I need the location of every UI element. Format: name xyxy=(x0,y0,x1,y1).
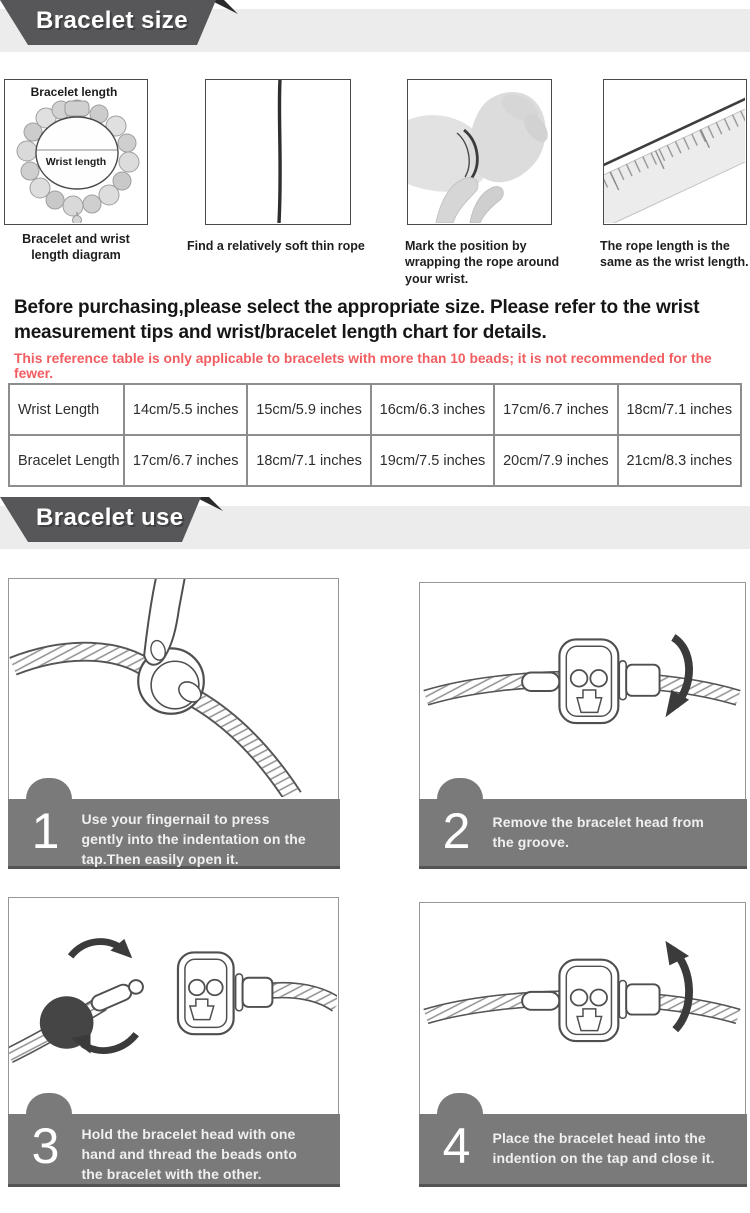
step-4-panel xyxy=(419,902,746,1186)
table-cell: 16cm/6.3 inches xyxy=(371,384,494,435)
label-wrist-length: Wrist length xyxy=(45,156,107,168)
step-number: 3 xyxy=(31,1117,60,1174)
step-text: Remove the bracelet head from the groove. xyxy=(492,813,704,850)
table-row-header: Bracelet Length xyxy=(9,435,124,486)
step-text: Use your fingernail to press gently into the indentation on the tap.Then easily open it. xyxy=(81,810,306,868)
table-cell: 17cm/6.7 inches xyxy=(494,384,617,435)
step2-remove-head-drawing xyxy=(420,583,744,797)
step-3-panel xyxy=(8,897,339,1186)
link-drawing xyxy=(522,672,559,690)
bracelet-illustration xyxy=(5,80,148,223)
figure-wrist-wrap xyxy=(407,79,552,225)
step-caption-bar xyxy=(419,799,747,869)
step3-thread-beads-drawing xyxy=(9,898,337,1112)
figure-rope xyxy=(205,79,351,225)
section-header-bracelet-use xyxy=(0,497,750,552)
table-row xyxy=(9,435,741,486)
label-bracelet-length: Bracelet length xyxy=(30,85,118,99)
step-text: Hold the bracelet head with one hand and thread the beads onto the bracelet with the other. xyxy=(81,1125,297,1183)
barrel-drawing xyxy=(243,978,273,1007)
table-row-header: Wrist Length xyxy=(9,384,124,435)
section-title: Bracelet size xyxy=(36,7,188,34)
table-cell: 15cm/5.9 inches xyxy=(247,384,370,435)
step-number: 4 xyxy=(442,1117,471,1174)
table-cell: 20cm/7.9 inches xyxy=(494,435,617,486)
link-drawing xyxy=(522,992,559,1010)
pin-drawing xyxy=(89,982,134,1013)
table-cell: 19cm/7.5 inches xyxy=(371,435,494,486)
table-cell: 17cm/6.7 inches xyxy=(124,435,247,486)
step-caption-bar xyxy=(8,1114,340,1187)
section-header-bracelet-size xyxy=(0,0,750,55)
step-text: Place the bracelet head into the indention on the tap and close it. xyxy=(492,1129,715,1166)
table-cell: 18cm/7.1 inches xyxy=(247,435,370,486)
barrel-drawing xyxy=(626,665,659,696)
step-caption-bar xyxy=(8,799,340,869)
table-cell: 14cm/5.5 inches xyxy=(124,384,247,435)
wrist-illustration xyxy=(408,80,550,223)
table-cell: 18cm/7.1 inches xyxy=(618,384,741,435)
step-number: 2 xyxy=(442,802,471,859)
section-title: Bracelet use xyxy=(36,504,184,531)
size-table xyxy=(8,383,742,487)
figure-bracelet-diagram xyxy=(4,79,148,225)
intro-text: Before purchasing,please select the appropriate size. Please refer to the wrist measurement tips and wrist/bracelet length chart for details. xyxy=(14,297,700,344)
table-cell: 21cm/8.3 inches xyxy=(618,435,741,486)
rope-illustration xyxy=(206,80,349,223)
step1-open-clasp-drawing xyxy=(9,579,337,797)
rotate-arrow-icon xyxy=(83,1034,137,1050)
figure-caption-3: Mark the position by wrapping the rope around your wrist. xyxy=(405,239,560,286)
figure-caption-4: The rope length is the same as the wrist length. xyxy=(600,239,749,270)
warning-text: This reference table is only applicable to bracelets with more than 10 beads; it is not recommended for the fewer. xyxy=(14,351,712,381)
ruler-illustration xyxy=(604,80,745,223)
step-caption-bar xyxy=(419,1114,747,1187)
step-number: 1 xyxy=(31,802,60,859)
table-row xyxy=(9,384,741,435)
barrel-drawing xyxy=(626,984,659,1014)
figure-caption-1: Bracelet and wrist length diagram xyxy=(22,232,130,263)
step-1-panel xyxy=(8,578,339,868)
figure-ruler xyxy=(603,79,747,225)
figure-caption-2: Find a relatively soft thin rope xyxy=(187,239,365,253)
step4-close-clasp-drawing xyxy=(420,903,744,1111)
step-2-panel xyxy=(419,582,746,868)
